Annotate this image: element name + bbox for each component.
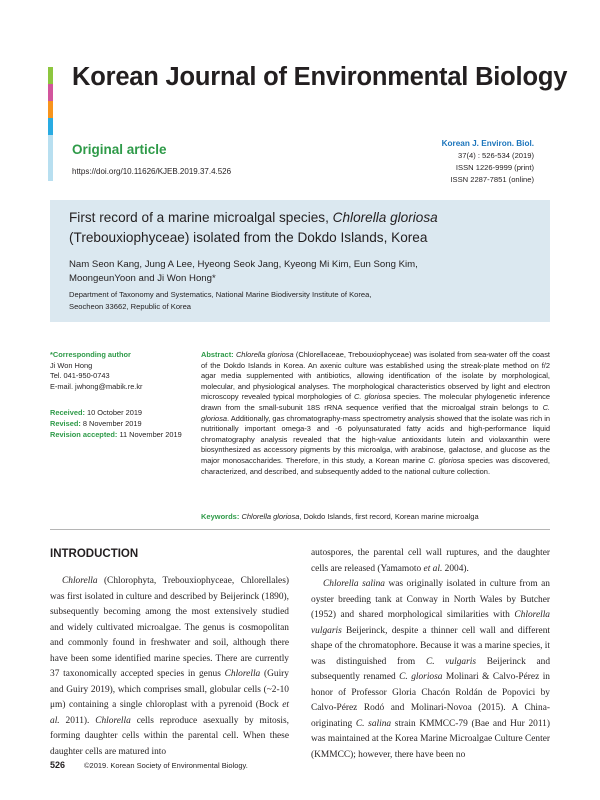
accepted-date	[50, 430, 195, 441]
corresponding-label: *Corresponding author	[50, 350, 131, 359]
body-text: strain KMMCC-79 (Bae and Hur 2011) was maintained at the Korea Marine Microalgae Culture Center (KMMCC); however, there have been no	[311, 718, 550, 760]
journal-color-bar-green	[48, 67, 53, 84]
section-heading-introduction: INTRODUCTION	[50, 548, 139, 560]
body-text: was originally isolated in culture from an oyster breeding tank at Conway in North Wales by Butcher (1952) and shared morphological similarities with	[311, 579, 550, 620]
abstract-text: (Chlorellaceae, Trebouxiophyceae) was isolated from sea-water off the coast of the Dokdo Islands in Korea. An axenic culture was established using the streak-plate method on f/2 agar media supplemented with antibiotics, allowing identification of the isolate by morphological, molecular, and physiological analyses. The morphological characteristics observed by light and electron microscopy revealed typical morphologies of	[201, 350, 550, 402]
body-text: (Guiry and Guiry 2019), which comprises small, globular cells (~2-10 μm) containing a single chloroplast with a pyrenoid (Bock	[50, 669, 289, 710]
volume-pages: 37(4) : 526-534 (2019)	[458, 151, 534, 160]
journal-color-bar-blue	[48, 118, 53, 135]
title-species: Chlorella gloriosa	[332, 210, 438, 225]
affiliation-line: Department of Taxonomy and Systematics, National Marine Biodiversity Institute of Korea,	[69, 290, 372, 299]
authors-line: MoongeunYoon and Ji Won Hong*	[69, 272, 216, 284]
species-name: C. gloriosa	[201, 402, 550, 423]
journal-color-bar-orange	[48, 101, 53, 118]
body-text: autospores, the parental cell wall ruptures, and the daughter cells are released (Yamamoto	[311, 548, 550, 574]
received-value: 10 October 2019	[86, 408, 143, 418]
journal-color-bar-pink	[48, 84, 53, 101]
citation-block	[442, 138, 534, 186]
keywords-label: Keywords:	[201, 512, 240, 521]
body-column-right	[311, 546, 550, 763]
abstract-text: species. The molecular phylogenetic inference drawn from the small-subunit 18S rRNA sequence verified that the microalgal strain belongs to	[201, 392, 551, 412]
paragraph	[311, 577, 550, 763]
corresponding-tel: Tel. 041-950-0743	[50, 371, 110, 381]
species-name: C. gloriosa	[399, 672, 443, 682]
body-column-left	[50, 574, 289, 760]
species-name: C. gloriosa	[354, 392, 391, 402]
keyword-species: Chlorella gloriosa	[241, 512, 300, 521]
species-name: C. vulgaris	[425, 656, 476, 667]
genus-name: Chlorella	[224, 669, 261, 679]
issn-print: ISSN 1226-9999 (print)	[455, 163, 534, 172]
genus-name: Chlorella	[62, 576, 98, 586]
abstract-text: . Additionally, gas chromatography-mass spectrometry analysis showed that the isolate was rich in nutritionally important omega-3 and -6 polyunsaturated fatty acids and high-performance liquid chromatography analysis revealed that the high-value antioxidants lutein and violaxanthin were biosynthesized as accessory pigments by this microalga, with arabinose, galactose, and glucose as the major monosaccharides. Therefore, in this study, a Korean marine	[201, 413, 550, 465]
article-info-sidebar	[50, 350, 195, 440]
genus-name: Chlorella	[95, 715, 131, 726]
paper-title	[69, 208, 539, 248]
keywords-text: , Dokdo Islands, first record, Korean marine microalga	[299, 512, 479, 521]
accepted-value: 11 November 2019	[119, 429, 182, 439]
body-text: Molinari & Calvo-Pérez in honor of Professor Gloria Chacón Roldán de Popovici by Calvo-Pérez Rodó and Molinari-Novoa (2015). A China-originating	[311, 672, 550, 729]
affiliation	[69, 289, 529, 312]
accepted-label: Revision accepted:	[50, 429, 118, 439]
et-al: et al.	[50, 700, 289, 726]
corresponding-email[interactable]: E-mail. jwhong@mabik.re.kr	[50, 381, 143, 391]
authors-line: Nam Seon Kang, Jung A Lee, Hyeong Seok Jang, Kyeong Mi Kim, Eun Song Kim,	[69, 259, 418, 270]
abstract-label: Abstract:	[201, 350, 234, 359]
article-type: Original article	[72, 142, 167, 157]
abstract-text: species was discovered, characterized, and described, and subsequently added to the national culture collection.	[201, 455, 550, 476]
paragraph	[311, 546, 550, 577]
title-part: (Trebouxiophyceae) isolated from the Dokdo Islands, Korea	[69, 230, 428, 245]
journal-abbreviation: Korean J. Environ. Biol.	[441, 139, 534, 148]
species-name: Chlorella salina	[323, 579, 385, 589]
abstract	[201, 350, 550, 477]
body-text: cells reproduce asexually by mitosis, forming daughter cells within the parental cell. When these daughter cells are matured into	[50, 715, 289, 757]
copyright-notice: ©2019. Korean Society of Environmental Biology.	[84, 761, 248, 770]
corresponding-name: Ji Won Hong	[50, 360, 93, 370]
body-text: Beijerinck, despite a thinner cell wall and different shape of the chromatophore. Because it was a marine species, it was distinguished from	[311, 625, 550, 667]
body-text: Beijerinck and subsequently renamed	[311, 656, 551, 682]
paragraph	[50, 574, 289, 760]
revised-label: Revised:	[50, 418, 81, 428]
title-part: First record of a marine microalgal species,	[69, 210, 333, 225]
species-name: C. salina	[355, 718, 392, 729]
received-label: Received:	[50, 408, 85, 418]
species-name: C. gloriosa	[428, 455, 465, 465]
revised-value: 8 November 2019	[82, 418, 142, 428]
body-text: 2004).	[442, 563, 469, 574]
section-divider	[50, 529, 550, 530]
species-name: Chlorella gloriosa	[235, 350, 294, 359]
page-number: 526	[50, 760, 66, 770]
body-text: 2011).	[59, 715, 96, 726]
keywords	[201, 512, 550, 521]
journal-title: Korean Journal of Environmental Biology	[72, 63, 568, 91]
journal-color-bar-lightblue	[48, 135, 53, 181]
revised-date	[50, 419, 195, 430]
author-list	[69, 258, 539, 285]
et-al: et al.	[423, 563, 443, 574]
issn-online: ISSN 2287-7851 (online)	[450, 175, 534, 184]
received-date	[50, 408, 195, 419]
affiliation-line: Seocheon 33662, Republic of Korea	[69, 301, 192, 311]
species-name: Chlorella vulgaris	[311, 610, 550, 636]
doi-link[interactable]: https://doi.org/10.11626/KJEB.2019.37.4.526	[72, 167, 232, 176]
body-text: (Chlorophyta, Trebouxiophyceae, Chlorellales) was first isolated in culture and described by Beijerinck (1890), subsequently becoming among the most extensively studied and widely cultivated microalgae. The genus is cosmopolitan and commonly found in freshwater and soil, although there have been some identified marine species. There are currently 37 taxonomically accepted species in genus	[50, 576, 289, 679]
